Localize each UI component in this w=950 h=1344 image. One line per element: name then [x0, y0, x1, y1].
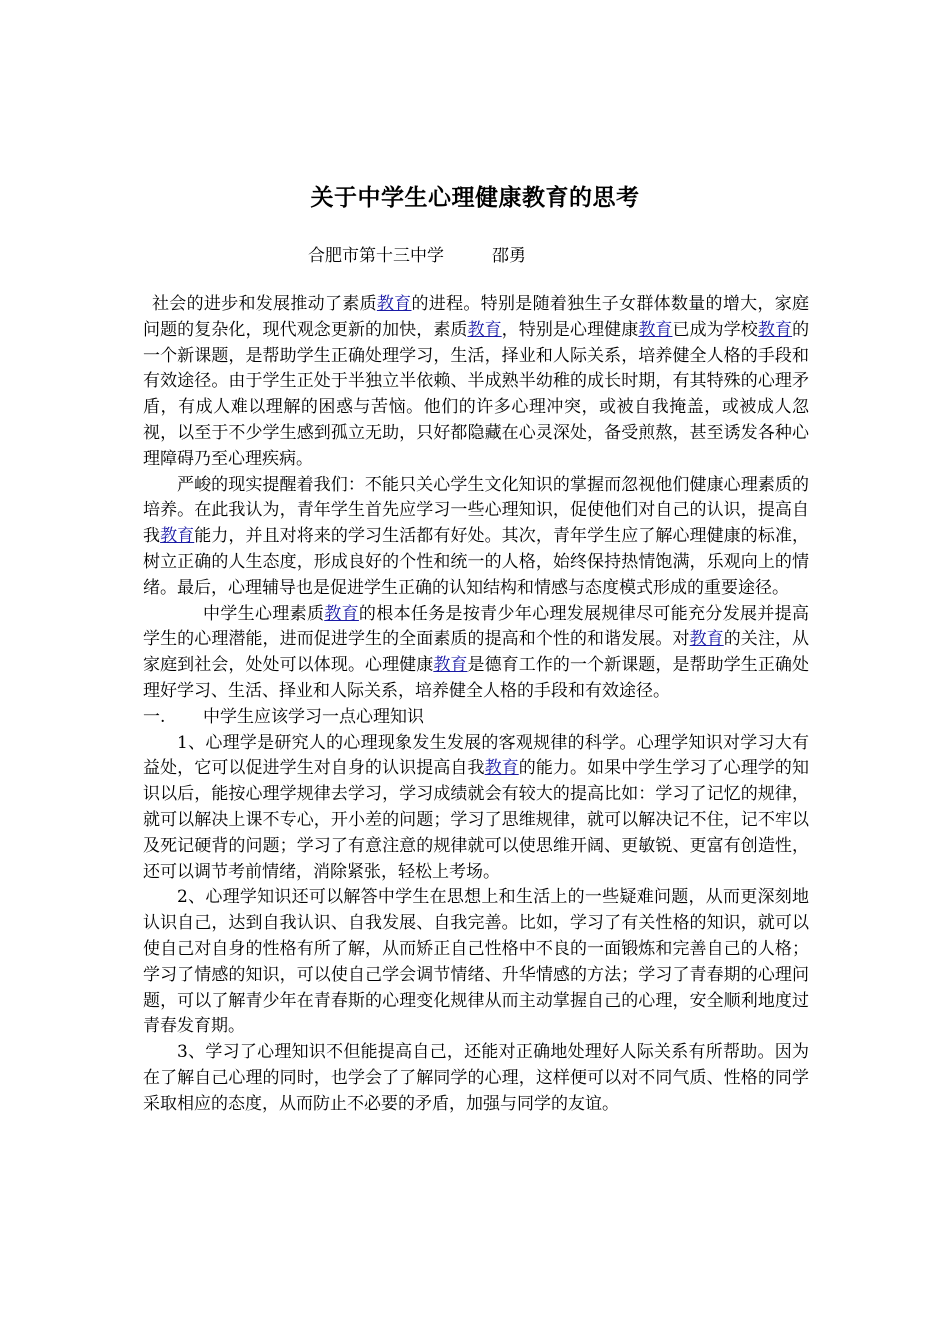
- section-number: 一.: [143, 706, 166, 727]
- keyword-link[interactable]: 教育: [484, 758, 519, 779]
- keyword-link[interactable]: 教育: [689, 629, 724, 650]
- paragraph: 社会的进步和发展推动了素质教育的进程。特别是随着独生子女群体数量的增大，家庭问题的复杂化，现代观念更新的加快，素质教育，特别是心理健康教育已成为学校教育的一个新课题，是帮助学生正确处理学习，生活，择业和人际关系，培养健全人格的手段和有效途径。由于学生正处于半独立半依赖、半成熟半幼稚的成长时期，有其特殊的心理矛盾，有成人难以理解的困惑与苦恼。他们的许多心理冲突，或被自我掩盖，或被成人忽视，以至于不少学生感到孤立无助，只好都隐藏在心灵深处，备受煎熬，甚至诱发各种心理障碍乃至心理疾病。: [143, 294, 810, 469]
- document-title: 关于中学生心理健康教育的思考: [310, 184, 640, 211]
- keyword-link[interactable]: 教育: [467, 319, 502, 340]
- paragraph: 3、学习了心理知识不但能提高自己，还能对正确地处理好人际关系有所帮助。因为在了解自己心理的同时，也学会了了解同学的心理，这样便可以对不同气质、性格的同学采取相应的态度，从而防止不必要的矛盾，加强与同学的友谊。: [143, 1042, 809, 1114]
- school-name: 合肥市第十三中学: [308, 246, 444, 266]
- paragraph: 严峻的现实提醒着我们：不能只关心学生文化知识的掌握而忽视他们健康心理素质的培养。在此我认为，青年学生首先应学习一些心理知识，促使他们对自己的认识，提高自我教育能力，并且对将来的学习生活都有好处。其次，青年学生应了解心理健康的标准，树立正确的人生态度，形成良好的个性和统一的人格，始终保持热情饱满，乐观向上的情绪。最后，心理辅导也是促进学生正确的认知结构和情感与态度模式形成的重要途径。: [143, 474, 810, 598]
- section-heading: [143, 705, 809, 731]
- keyword-link[interactable]: 教育: [638, 319, 673, 340]
- keyword-link[interactable]: 教育: [160, 526, 195, 547]
- paragraph: 2、心理学知识还可以解答中学生在思想上和生活上的一些疑难问题，从而更深刻地认识自己，达到自我认识、自我发展、自我完善。比如，学习了有关性格的知识，就可以使自己对自身的性格有所了解，从而矫正自己性格中不良的一面锻炼和完善自己的人格；学习了情感的知识，可以使自己学会调节情绪、升华情感的方法；学习了青春期的心理问题，可以了解青少年在青春斯的心理变化规律从而主动掌握自己的心理，安全顺利地度过青春发育期。: [143, 887, 809, 1037]
- keyword-link[interactable]: 教育: [757, 319, 793, 340]
- paragraph: 1、心理学是研究人的心理现象发生发展的客观规律的科学。心理学知识对学习大有益处，它可以促进学生对自身的认识提高自我教育的能力。如果中学生学习了心理学的知识以后，能按心理学规律去学习，学习成绩就会有较大的提高比如：学习了记忆的规律，就可以解决上课不专心，开小差的问题；学习了思维规律，就可以解决记不住，记不牢以及死记硬背的问题；学习了有意注意的规律就可以使思维开阔、更敏锐、更富有创造性，还可以调节考前情绪，消除紧张，轻松上考场。: [143, 732, 810, 882]
- author-name: 邵勇: [492, 246, 526, 266]
- document-body: [143, 292, 809, 1118]
- byline: [308, 243, 526, 269]
- section-heading-text: 中学生应该学习一点心理知识: [203, 706, 424, 727]
- paragraph: 中学生心理素质教育的根本任务是按青少年心理发展规律尽可能充分发展并提高学生的心理潜能，进而促进学生的全面素质的提高和个性的和谐发展。对教育的关注，从家庭到社会，处处可以体现。心理健康教育是德育工作的一个新课题，是帮助学生正确处理好学习、生活、择业和人际关系，培养健全人格的手段和有效途径。: [143, 603, 810, 701]
- keyword-link[interactable]: 教育: [433, 655, 468, 676]
- keyword-link[interactable]: 教育: [324, 603, 359, 624]
- keyword-link[interactable]: 教育: [376, 294, 412, 314]
